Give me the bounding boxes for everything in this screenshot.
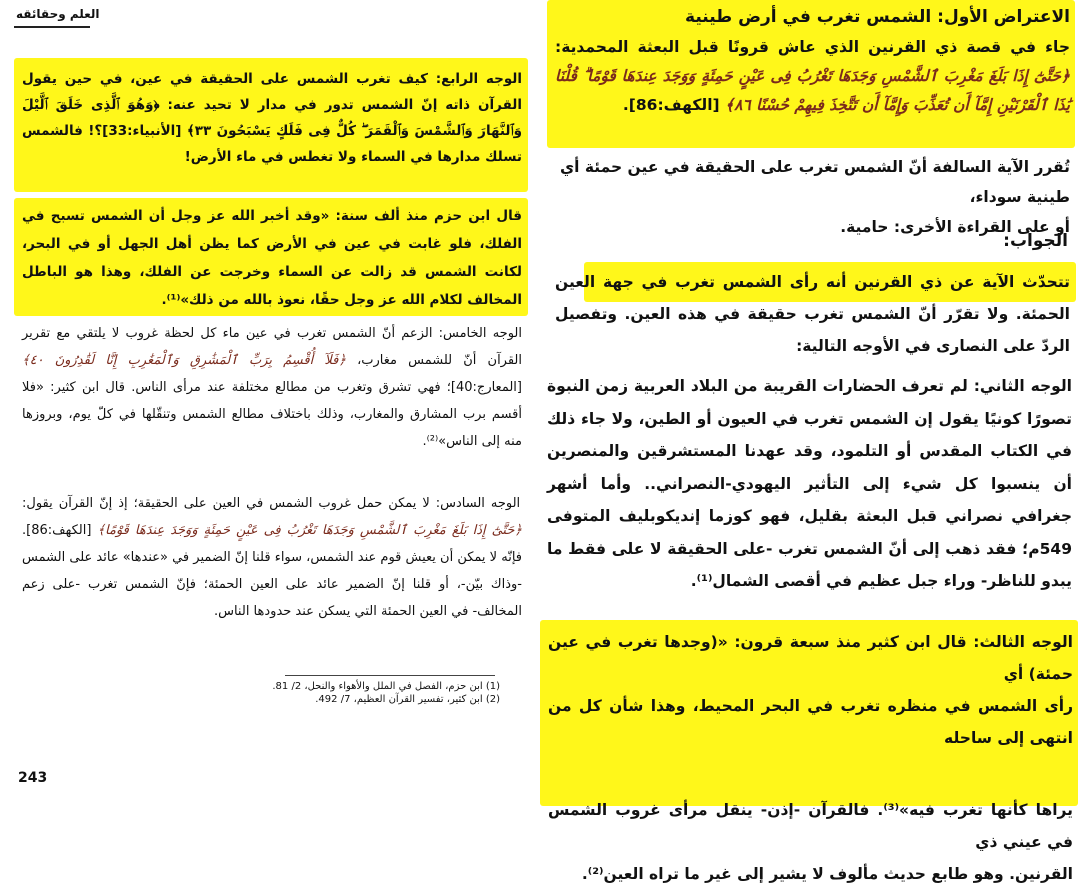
verse-reference: [الكهف:86]. [622,96,720,114]
claim-line-2: أو على القراءة الأخرى: حامية. [840,218,1070,236]
objection-title: الاعتراض الأول: الشمس تغرب في أرض طينية [685,7,1070,27]
third-aspect-line-4: القرنين. وهو طابع حديث مألوف لا يشير إلى غير ما تراه العين⁽²⁾. [581,865,1073,883]
answer-heading: الجواب: [1003,231,1068,251]
answer-rest: ولا تقرّر أنّ الشمس تغرب حقيقة في هذه العين. وتفصيل الردّ على النصارى في الأوجه التالية: [555,305,1070,355]
fifth-aspect-verse: ﴿فَلَآ أُقْسِمُ بِرَبِّ ٱلْمَشَٰرِقِ وَٱلْمَغَٰرِبِ إِنَّا لَقَٰدِرُونَ ٤٠﴾ [22,353,346,368]
footnote-rule [285,675,495,676]
fifth-aspect [22,320,522,455]
third-aspect-line-3: يراها كأنها تغرب فيه»⁽³⁾. فالقرآن -إذن- ينقل مرأى غروب الشمس في عيني ذي [548,801,1073,851]
objection-intro: جاء في قصة ذي القرنين الذي عاش قرونًا قبل البعثة المحمدية: [555,38,1070,56]
claim-line-1: تُقرر الآية السالفة أنّ الشمس تغرب على الحقيقة في عين حمئة أي طينية سوداء، [559,158,1070,206]
fifth-aspect-text-b: [المعارج:40]؛ فهي تشرق وتغرب من مطالع مختلفة عند مرأى الناس. قال ابن كثير: «فلا أقسم برب المشارق والمغارب، وذلك باختلاف مطالع الشمس وتنقّلها في كلّ يوم، وبروزها منه إلى الناس»⁽²⁾. [22,380,522,449]
third-aspect-line-2: رأى الشمس في منظره تغرب في البحر المحيط، وهذا شأن كل من انتهى إلى ساحله [548,697,1073,747]
header-rule [14,26,90,28]
third-aspect [548,626,1073,890]
sixth-aspect-text-b: [الكهف:86]. فإنّه لا يمكن أن يعيش قوم عند الشمس، سواء قلنا إنّ الضمير في «عندها» عائد على الشمس -وذاك بيّن-، أو قلنا إنّ الضمير عائد على العين الحمئة؛ فإنّ الشمس تغرب -على زعم المخالف- في العين الحمئة التي يسكن عند حدودها الناس. [22,523,522,619]
fifth-aspect-text-a: الوجه الخامس: الزعم أنّ الشمس تغرب في عين ماء كل لحظة غروب لا يلتقي مع تقرير القرآن أنّ للشمس مغارب، [22,326,522,368]
answer-highlighted: تتحدّث الآية عن ذي القرنين أنه رأى الشمس تغرب في جهة العين الحمئة. [555,273,1070,323]
ibn-hazm-quote: قال ابن حزم منذ ألف سنة: «وقد أخبر الله عز وجل أن الشمس تسبح في الفلك، فلو غابت في عين في الأرض كما يظن أهل الجهل أو في البحر، لكانت الشمس قد زالت عن السماء وخرجت عن الفلك، وهذا هو الباطل المخالف لكلام الله عز وجل حقًا، نعوذ بالله من ذلك»⁽¹⁾. [22,208,522,308]
quran-verse: ﴿حَتَّىٰٓ إِذَا بَلَغَ مَغْرِبَ ٱلشَّمْسِ وَجَدَهَا تَغْرُبُ فِى عَيْنٍ حَمِئَةٍ وَوَجَدَ عِندَهَا قَوْمًا ۗ قُلْنَا يَٰذَا ٱلْقَرْنَيْنِ إِمَّآ أَن تُعَذِّبَ وَإِمَّآ أَن تَتَّخِذَ فِيهِمْ حُسْنًا ٨٦﴾ [555,67,1070,114]
running-header: العلم وحقائقه [16,7,100,21]
objection-body [555,33,1070,120]
footnotes [270,680,500,706]
answer-paragraph [555,266,1070,362]
second-aspect: الوجه الثاني: لم تعرف الحضارات القريبة من البلاد العربية زمن النبوة تصورًا كونيًا يقول إن الشمس تغرب في العيون أو الطين، ولا جاء ذلك في الكتاب المقدس أو التلمود، وقد عهدنا المستشرقين والمنصرين أن ينسبوا كل شيء إلى التأثير اليهودي-النصراني.. وأما أشهر جغرافي نصراني قبل البعثة بقليل، فهو كوزما إنديكوبليف المتوفى 549م؛ فقد ذهب إلى أنّ الشمس تغرب -على الحقيقة لا على فقط ما يبدو للناظر- وراء جبل عظيم في أقصى الشمال⁽¹⁾. [547,377,1072,590]
footnote-1: (1) ابن حزم، الفصل في الملل والأهواء والنحل، 2/ 81. [272,681,500,692]
sixth-aspect-verse: ﴿حَتَّىٰٓ إِذَا بَلَغَ مَغْرِبَ ٱلشَّمْسِ وَجَدَهَا تَغْرُبُ فِى عَيْنٍ حَمِئَةٍ وَوَجَدَ عِندَهَا قَوْمًا﴾ [97,523,523,538]
fourth-aspect: الوجه الرابع: كيف تغرب الشمس على الحقيقة في عين، في حين يقول القرآن ذاته إنّ الشمس تدور في مدار لا تحيد عنه: ﴿وَهُوَ ٱلَّذِى خَلَقَ ٱلَّيْلَ وَٱلنَّهَارَ وَٱلشَّمْسَ وَٱلْقَمَرَ ۖ كُلٌّ فِى فَلَكٍ يَسْبَحُونَ ٣٣﴾ [الأنبياء:33]؟! فالشمس تسلك مدارها في السماء ولا تغطس في ماء الأرض! [22,71,522,165]
page-number: 243 [18,770,48,786]
sixth-aspect [22,490,522,625]
sixth-aspect-text-a: الوجه السادس: لا يمكن حمل غروب الشمس في العين على الحقيقة؛ إذ إنّ القرآن يقول: [22,496,521,511]
footnote-2: (2) ابن كثير، تفسير القرآن العظيم، 7/ 492. [315,694,500,705]
third-aspect-line-1: الوجه الثالث: قال ابن كثير منذ سبعة قرون: «(وجدها تغرب في عين حمئة) أي [548,633,1073,683]
